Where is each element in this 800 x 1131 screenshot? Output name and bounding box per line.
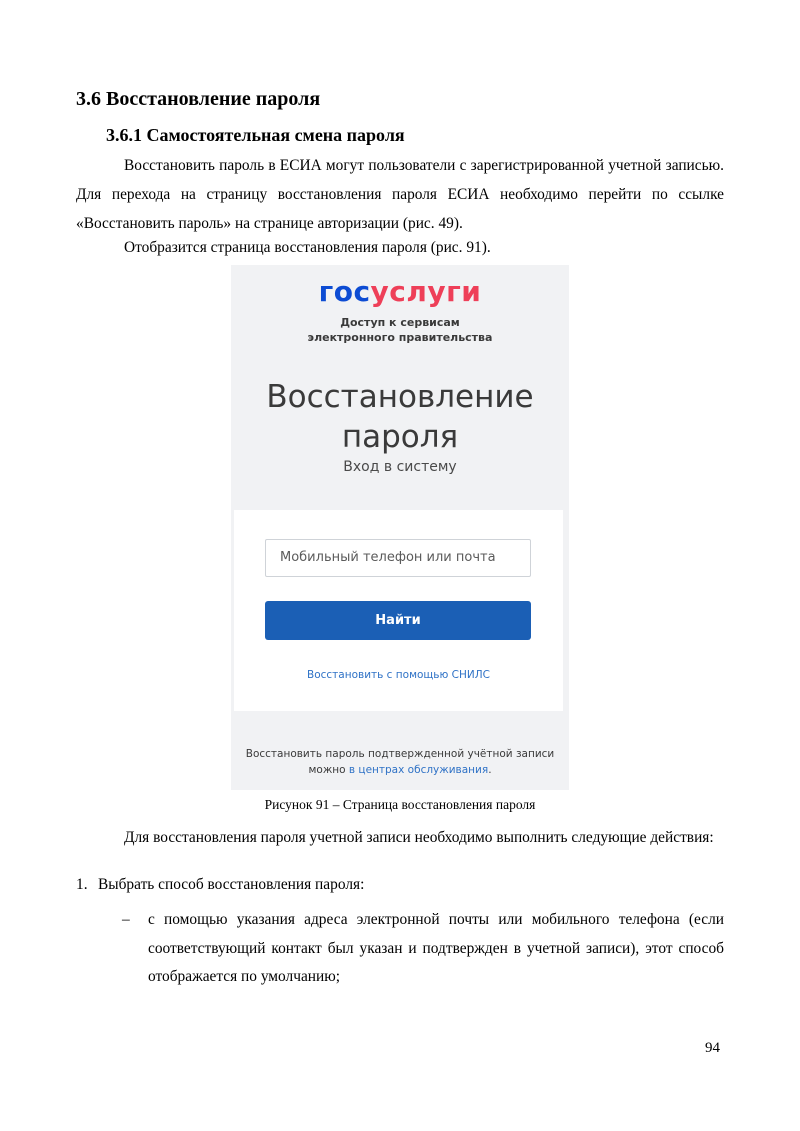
- password-recovery-screenshot: [231, 265, 569, 790]
- sub-list-item: [122, 906, 724, 992]
- recovery-title-line-1: Восстановление: [266, 379, 534, 415]
- note-prefix: можно: [308, 764, 346, 776]
- list-item-1: [76, 876, 364, 894]
- recovery-title: [231, 377, 569, 457]
- recovery-form-card: [234, 510, 563, 711]
- note-suffix: .: [488, 764, 492, 776]
- service-centers-link[interactable]: в центрах обслуживания: [348, 764, 489, 776]
- service-centers-note: [231, 746, 569, 778]
- logo-part-uslugi: услуги: [370, 275, 482, 308]
- tagline-line-2: электронного правительства: [307, 331, 493, 344]
- logo-part-gos: гос: [318, 275, 371, 308]
- phone-or-email-input[interactable]: Мобильный телефон или почта: [265, 539, 531, 577]
- tagline-line-1: Доступ к сервисам: [340, 316, 460, 329]
- subsection-heading: 3.6.1 Самостоятельная смена пароля: [106, 125, 405, 145]
- note-line-1: Восстановить пароль подтвержденной учётной записи: [245, 748, 555, 760]
- note-line-2: [231, 762, 569, 778]
- recover-with-snils-link[interactable]: Восстановить с помощью СНИЛС: [307, 669, 490, 681]
- paragraph-figure-ref: Отобразится страница восстановления пароля (рис. 91).: [124, 239, 491, 256]
- sub-list-item-text: с помощью указания адреса электронной почты или мобильного телефона (если соответствующий контакт был указан и подтвержден в учетной записи), этот способ отображается по умолчанию;: [148, 911, 724, 985]
- gosuslugi-logo: [231, 275, 569, 308]
- section-heading: 3.6 Восстановление пароля: [76, 88, 321, 110]
- portal-tagline: [231, 315, 569, 345]
- paragraph-steps-intro: Для восстановления пароля учетной записи необходимо выполнить следующие действия:: [124, 829, 714, 846]
- list-item-number: 1.: [76, 876, 88, 893]
- page-number: 94: [705, 1040, 720, 1056]
- find-button[interactable]: Найти: [265, 601, 531, 640]
- recovery-title-line-2: пароля: [341, 419, 459, 455]
- figure-caption: Рисунок 91 – Страница восстановления пароля: [264, 797, 536, 812]
- dash-marker: –: [122, 911, 130, 928]
- paragraph-intro: Восстановить пароль в ЕСИА могут пользователи с зарегистрированной учетной записью. Для перехода на страницу восстановления пароля ЕСИА необходимо перейти по ссылке «Восстановить пароль» на странице авторизации (рис. 49).: [76, 157, 724, 232]
- list-item-text: Выбрать способ восстановления пароля:: [98, 876, 365, 893]
- recovery-subtitle: Вход в систему: [343, 459, 457, 475]
